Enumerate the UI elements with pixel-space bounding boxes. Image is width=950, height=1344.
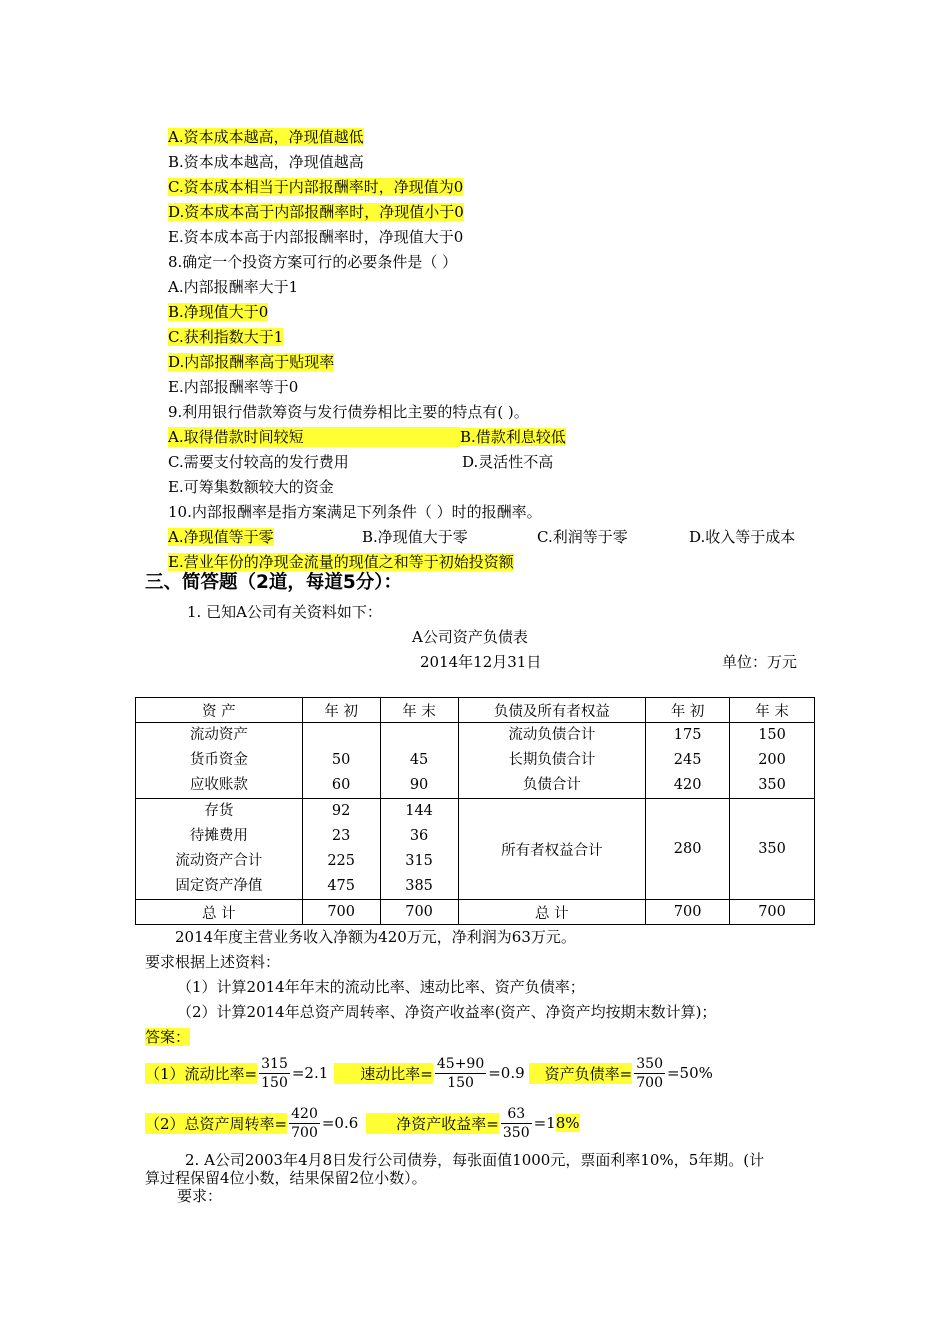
header-begin-2: 年 初 (646, 698, 730, 723)
asset-names-1 (136, 723, 303, 799)
debt-ratio-fraction (634, 1055, 665, 1092)
equity-end: 350 (730, 799, 815, 900)
q8-option-a: A.内部报酬率大于1 (168, 278, 299, 296)
asset-name: 应收账款 (189, 777, 248, 793)
liab-end-value: 200 (758, 752, 786, 768)
equity-begin: 280 (646, 799, 730, 900)
header-liabilities: 负债及所有者权益 (458, 698, 646, 723)
q7-option-a: A.资本成本越高，净现值越低 (168, 128, 364, 146)
q10-option-e: E.营业年份的净现金流量的现值之和等于初始投资额 (168, 553, 514, 571)
roe-result-part1: =1 (533, 1114, 556, 1132)
section-heading: 三、简答题（2道，每道5分）： (145, 572, 402, 593)
q8-option-b: B.净现值大于0 (168, 303, 269, 321)
fraction-numerator: 350 (636, 1055, 663, 1072)
answer-label: 答案： (145, 1028, 191, 1046)
fraction-denominator: 350 (502, 1124, 530, 1141)
q8-option-c: C.获利指数大于1 (168, 328, 284, 346)
fraction-numerator: 315 (261, 1055, 288, 1072)
balance-sheet-table (135, 697, 815, 925)
sq2-line2: 算过程保留4位小数，结果保留2位小数）。 (145, 1169, 427, 1187)
q9-option-d: D.灵活性不高 (462, 453, 554, 471)
asset-end (381, 723, 458, 748)
asset-begin-2 (302, 799, 380, 900)
fraction-denominator: 700 (636, 1074, 663, 1091)
q8-option-e: E.内部报酬率等于0 (168, 378, 299, 396)
asset-turnover-label: （2）总资产周转率= (145, 1114, 288, 1133)
asset-end: 45 (409, 752, 429, 768)
q10-option-a: A.净现值等于零 (168, 528, 274, 546)
fraction-denominator: 150 (447, 1074, 474, 1091)
header-end: 年 末 (380, 698, 458, 723)
q9-option-c: C.需要支付较高的发行费用 (168, 453, 349, 471)
asset-begin: 60 (331, 777, 351, 793)
total-label-2: 总 计 (458, 900, 646, 925)
asset-begin: 50 (331, 752, 351, 768)
header-end-2: 年 末 (730, 698, 815, 723)
sq2-line1: 2. A公司2003年4月8日发行公司债券，每张面值1000元，票面利率10%，5年期。(计 (185, 1151, 765, 1169)
total-row (136, 900, 815, 925)
q7-option-e: E.资本成本高于内部报酬率时，净现值大于0 (168, 228, 464, 246)
liab-end-value: 350 (758, 777, 786, 793)
q10-question: 10.内部报酬率是指方案满足下列条件（ ）时的报酬率。 (168, 503, 542, 521)
asset-name: 待摊费用 (189, 828, 248, 844)
quick-ratio-fraction (435, 1055, 486, 1092)
liab-end-value: 150 (758, 727, 786, 743)
asset-name: 流动资产合计 (175, 853, 263, 869)
asset-begin: 92 (331, 803, 351, 819)
q9-option-b: B.借款利息较低 (460, 428, 566, 446)
debt-ratio-label: 资产负债率= (529, 1063, 633, 1084)
liab-begin-value: 245 (673, 752, 702, 768)
asset-end: 90 (409, 777, 429, 793)
asset-name: 固定资产净值 (175, 878, 263, 894)
q9-question: 9.利用银行借款筹资与发行债券相比主要的特点有( )。 (168, 403, 529, 421)
q9-option-a: A.取得借款时间较短 (168, 427, 460, 447)
q7-option-c: C.资本成本相当于内部报酬率时，净现值为0 (168, 178, 464, 196)
q8-option-d: D.内部报酬率高于贴现率 (168, 353, 335, 371)
asset-name: 存货 (204, 803, 234, 819)
table-title: A公司资产负债表 (412, 628, 528, 646)
roe-fraction (501, 1105, 532, 1142)
answer-equation-1 (145, 1053, 713, 1093)
asset-end: 144 (405, 803, 433, 819)
total-liab-end: 700 (730, 900, 815, 925)
q10-option-b: B.净现值大于零 (362, 528, 468, 546)
requirement-1: （1）计算2014年年末的流动比率、速动比率、资产负债率； (177, 978, 585, 996)
require-text: 要求根据上述资料： (145, 953, 281, 971)
liab-name: 负债合计 (522, 777, 581, 793)
table-row (136, 799, 815, 900)
fraction-numerator: 45+90 (436, 1055, 485, 1072)
liab-name: 长期负债合计 (508, 752, 596, 768)
after-table-text: 2014年度主营业务收入净额为420万元，净利润为63万元。 (175, 928, 576, 946)
quick-ratio-result: =0.9 (488, 1064, 525, 1082)
answer-equation-2 (145, 1103, 580, 1143)
liab-begin-value: 175 (673, 727, 702, 743)
asset-begin: 225 (327, 853, 355, 869)
asset-begin: 23 (331, 828, 351, 844)
fraction-denominator: 150 (261, 1074, 288, 1091)
asset-name: 流动资产 (189, 727, 248, 743)
table-row (136, 723, 815, 799)
liab-begin (646, 723, 730, 799)
current-ratio-fraction (259, 1055, 290, 1092)
current-ratio-label: （1）流动比率= (145, 1064, 258, 1083)
total-liab-begin: 700 (646, 900, 730, 925)
total-assets-end: 700 (380, 900, 458, 925)
q7-option-d: D.资本成本高于内部报酬率时，净现值小于0 (168, 203, 464, 221)
asset-begin (303, 723, 380, 748)
liab-names (458, 723, 646, 799)
asset-begin-1 (302, 723, 380, 799)
header-begin: 年 初 (302, 698, 380, 723)
asset-begin: 475 (327, 878, 355, 894)
quick-ratio-label: 速动比率= (334, 1063, 433, 1084)
asset-turnover-result: =0.6 (321, 1114, 359, 1132)
fraction-denominator: 700 (291, 1124, 318, 1141)
asset-turnover-fraction (289, 1105, 320, 1142)
sq2-line3: 要求： (177, 1187, 223, 1205)
asset-end-1 (380, 723, 458, 799)
total-assets-begin: 700 (302, 900, 380, 925)
q10-option-d: D.收入等于成本 (689, 528, 796, 546)
asset-name: 货币资金 (189, 752, 248, 768)
liab-begin-value: 420 (673, 777, 702, 793)
sq1-intro: 1. 已知A公司有关资料如下： (187, 603, 382, 621)
table-unit: 单位：万元 (722, 653, 798, 671)
fraction-numerator: 63 (501, 1105, 532, 1124)
q7-option-b: B.资本成本越高，净现值越高 (168, 153, 364, 171)
asset-end: 315 (405, 853, 433, 869)
debt-ratio-result: =50% (666, 1064, 713, 1082)
total-label: 总 计 (136, 900, 303, 925)
current-ratio-result: =2.1 (291, 1064, 329, 1082)
q8-question: 8.确定一个投资方案可行的必要条件是（ ） (168, 253, 458, 271)
q9-option-e: E.可筹集数额较大的资金 (168, 478, 334, 496)
q10-option-c: C.利润等于零 (537, 528, 628, 546)
roe-label: 净资产收益率= (366, 1113, 499, 1134)
requirement-2: （2）计算2014年总资产周转率、净资产收益率(资产、净资产均按期末数计算)； (177, 1003, 717, 1021)
table-header-row (136, 698, 815, 723)
equity-name: 所有者权益合计 (458, 799, 646, 900)
liab-end (730, 723, 815, 799)
fraction-numerator: 420 (291, 1105, 318, 1122)
asset-end: 385 (405, 878, 433, 894)
header-assets: 资 产 (136, 698, 303, 723)
roe-result-part2: 8% (555, 1114, 580, 1132)
asset-names-2 (136, 799, 303, 900)
liab-name: 流动负债合计 (508, 727, 596, 743)
table-date: 2014年12月31日 (420, 653, 542, 671)
asset-end-2 (380, 799, 458, 900)
asset-end: 36 (409, 828, 429, 844)
